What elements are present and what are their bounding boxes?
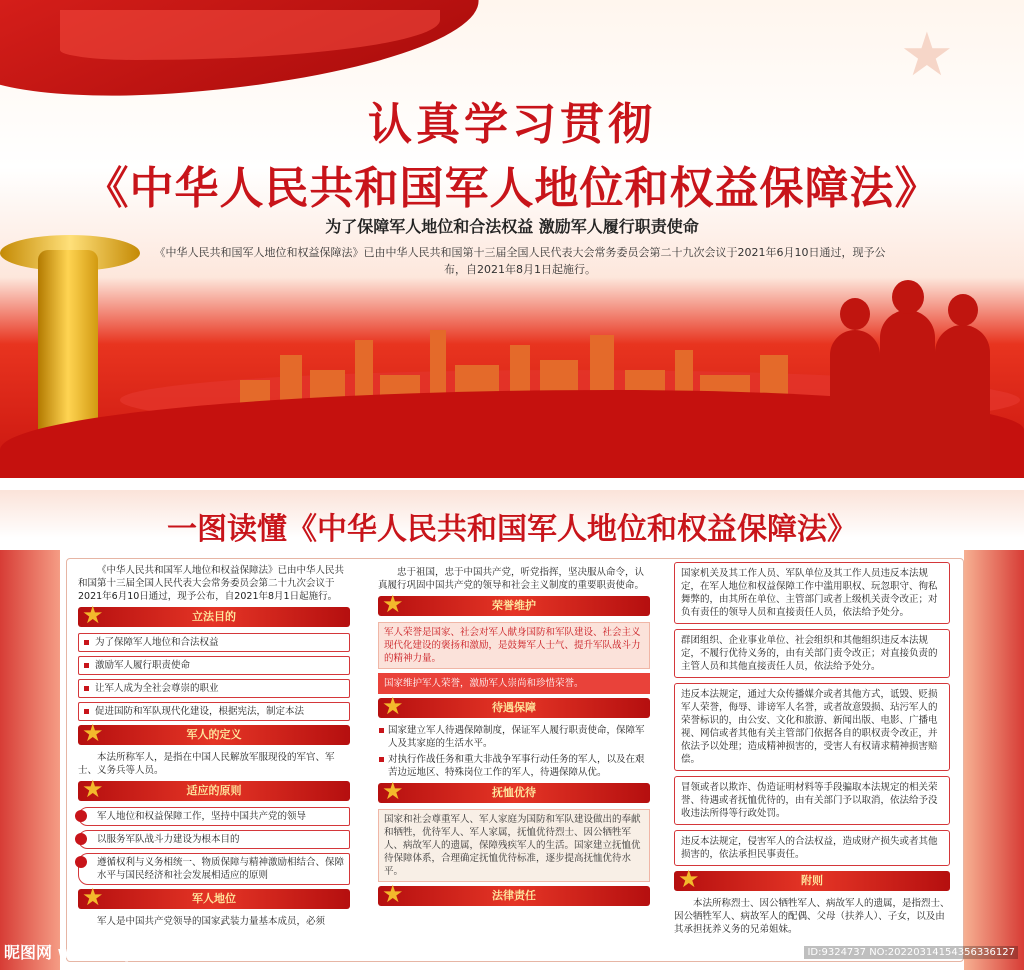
dot-icon — [75, 810, 87, 822]
panel-title: 一图读懂《中华人民共和国军人地位和权益保障法》 — [167, 512, 857, 547]
infographic-panel — [0, 490, 1024, 970]
soldiers-silhouette — [820, 280, 1000, 478]
definition-text: 本法所称军人，是指在中国人民解放军服现役的军官、军士、义务兵等人员。 — [78, 752, 335, 776]
list-item: 让军人成为全社会尊崇的职业 — [78, 679, 350, 698]
column-3 — [674, 562, 950, 939]
section-header-status: ★ 军人地位 — [78, 889, 350, 909]
section-header-honor: ★ 荣誉维护 — [378, 596, 650, 616]
panel-left-decoration — [0, 550, 60, 970]
treatment-item: 对执行作战任务和重大非战争军事行动任务的军人，以及在艰苦边远地区、特殊岗位工作的军人，待遇保障从优。 — [378, 753, 650, 779]
site-watermark: 昵图网 www.nipic.com — [4, 943, 194, 962]
honor-text-1: 军人荣誉是国家、社会对军人献身国防和军队建设、社会主义现代化建设的褒扬和激励，是鼓舞军人士气、提升军队战斗力的精神力量。 — [378, 622, 650, 669]
appendix-text: 本法所称烈士、因公牺牲军人、病故军人的遗属，是指烈士、因公牺牲军人、病故军人的配偶、父母（扶养人）、子女，以及由其承担抚养义务的兄弟姐妹。 — [674, 898, 950, 935]
list-item: 促进国防和军队现代化建设，根据宪法，制定本法 — [78, 702, 350, 721]
honor-text-2: 国家维护军人荣誉，激励军人崇尚和珍惜荣誉。 — [378, 673, 650, 694]
principle-item: 遵循权利与义务相统一、物质保障与精神激励相结合、保障水平与国民经济和社会发展相适应的原则 — [78, 853, 350, 885]
banner-subtitle: 为了保障军人地位和合法权益 激励军人履行职责使命 — [325, 217, 699, 236]
liability-item: 违反本法规定，通过大众传播媒介或者其他方式，诋毁、贬损军人荣誉，侮辱、诽谤军人名誉，或者故意毁损、玷污军人的荣誉标识的，由公安、文化和旅游、新闻出版、电影、广播电视、网信或者其他有关主管部门依据各自的职权责令改正，并依法予以处理；造成精神损害的，受害人有权请求精神损害赔偿。 — [674, 683, 950, 771]
section-header-liability: ★ 法律责任 — [378, 886, 650, 906]
principle-item: 军人地位和权益保障工作，坚持中国共产党的领导 — [78, 807, 350, 826]
list-item: 为了保障军人地位和合法权益 — [78, 633, 350, 652]
column-2 — [378, 566, 650, 912]
liability-item: 冒领或者以欺诈、伪造证明材料等手段骗取本法规定的相关荣誉、待遇或者抚恤优待的，由有关部门予以取消，依法给予没收违法所得等行政处罚。 — [674, 776, 950, 825]
section-header-principles: ★ 适应的原则 — [78, 781, 350, 801]
treatment-item: 国家建立军人待遇保障制度，保证军人履行职责使命，保障军人及其家庭的生活水平。 — [378, 724, 650, 750]
star-icon: ★ — [82, 775, 104, 803]
star-icon: ★ — [382, 777, 404, 805]
star-icon: ★ — [382, 880, 404, 908]
section-header-purpose: ★ 立法目的 — [78, 607, 350, 627]
dot-icon — [75, 856, 87, 868]
banner-intro: 《中华人民共和国军人地位和权益保障法》已由中华人民共和国第十三届全国人民代表大会常务委员会第二十九次会议于2021年6月10日通过，现予公布，自2021年8月1日起施行。 — [154, 246, 886, 276]
image-id-watermark: ID:9324737 NO:20220314154356336127 — [804, 946, 1018, 959]
star-icon: ★ — [382, 590, 404, 618]
star-icon: ★ — [382, 692, 404, 720]
dot-icon — [75, 833, 87, 845]
pension-text: 国家和社会尊重军人、军人家庭为国防和军队建设做出的奉献和牺牲，优待军人、军人家属，抚恤优待烈士、因公牺牲军人、病故军人的遗属，保障残疾军人的生活。国家建立抚恤优待保障体系，合理确定抚恤优待标准，逐步提高抚恤优待水平。 — [378, 809, 650, 882]
list-item: 激励军人履行职责使命 — [78, 656, 350, 675]
column-1 — [78, 564, 350, 931]
section-header-definition: ★ 军人的定义 — [78, 725, 350, 745]
law-intro: 《中华人民共和国军人地位和权益保障法》已由中华人民共和国第十三届全国人民代表大会常务委员会第二十九次会议于2021年6月10日通过，现予公布，自2021年8月1日起施行。 — [78, 565, 345, 602]
liability-item: 国家机关及其工作人员、军队单位及其工作人员违反本法规定，在军人地位和权益保障工作中滥用职权、玩忽职守、徇私舞弊的，由其所在单位、主管部门或者上级机关责令改正；对负有责任的领导人员和直接责任人员，依法给予处分。 — [674, 562, 950, 624]
banner-title-line1: 认真学习贯彻 — [368, 99, 656, 150]
star-icon: ★ — [82, 601, 104, 629]
section-header-treatment: ★ 待遇保障 — [378, 698, 650, 718]
status-continued: 忠于祖国，忠于中国共产党，听党指挥，坚决服从命令，认真履行巩固中国共产党的领导和社会主义制度的重要职责使命。 — [378, 567, 645, 591]
star-icon: ★ — [82, 883, 104, 911]
star-icon: ★ — [82, 719, 104, 747]
principle-item: 以服务军队战斗力建设为根本目的 — [78, 830, 350, 849]
liability-item: 群团组织、企业事业单位、社会组织和其他组织违反本法规定，不履行优待义务的，由有关部门责令改正；对直接负责的主管人员和其他直接责任人员，依法给予处分。 — [674, 629, 950, 678]
status-text: 军人是中国共产党领导的国家武装力量基本成员，必须 — [97, 916, 326, 927]
section-header-pension: ★ 抚恤优待 — [378, 783, 650, 803]
section-header-appendix: ★ 附则 — [674, 871, 950, 891]
panel-right-decoration — [964, 550, 1024, 970]
star-icon: ★ — [678, 865, 700, 893]
star-icon: ★ — [900, 20, 954, 90]
top-banner — [0, 0, 1024, 478]
banner-title-line2: 《中华人民共和国军人地位和权益保障法》 — [84, 163, 940, 214]
liability-item: 违反本法规定，侵害军人的合法权益，造成财产损失或者其他损害的，依法承担民事责任。 — [674, 830, 950, 866]
